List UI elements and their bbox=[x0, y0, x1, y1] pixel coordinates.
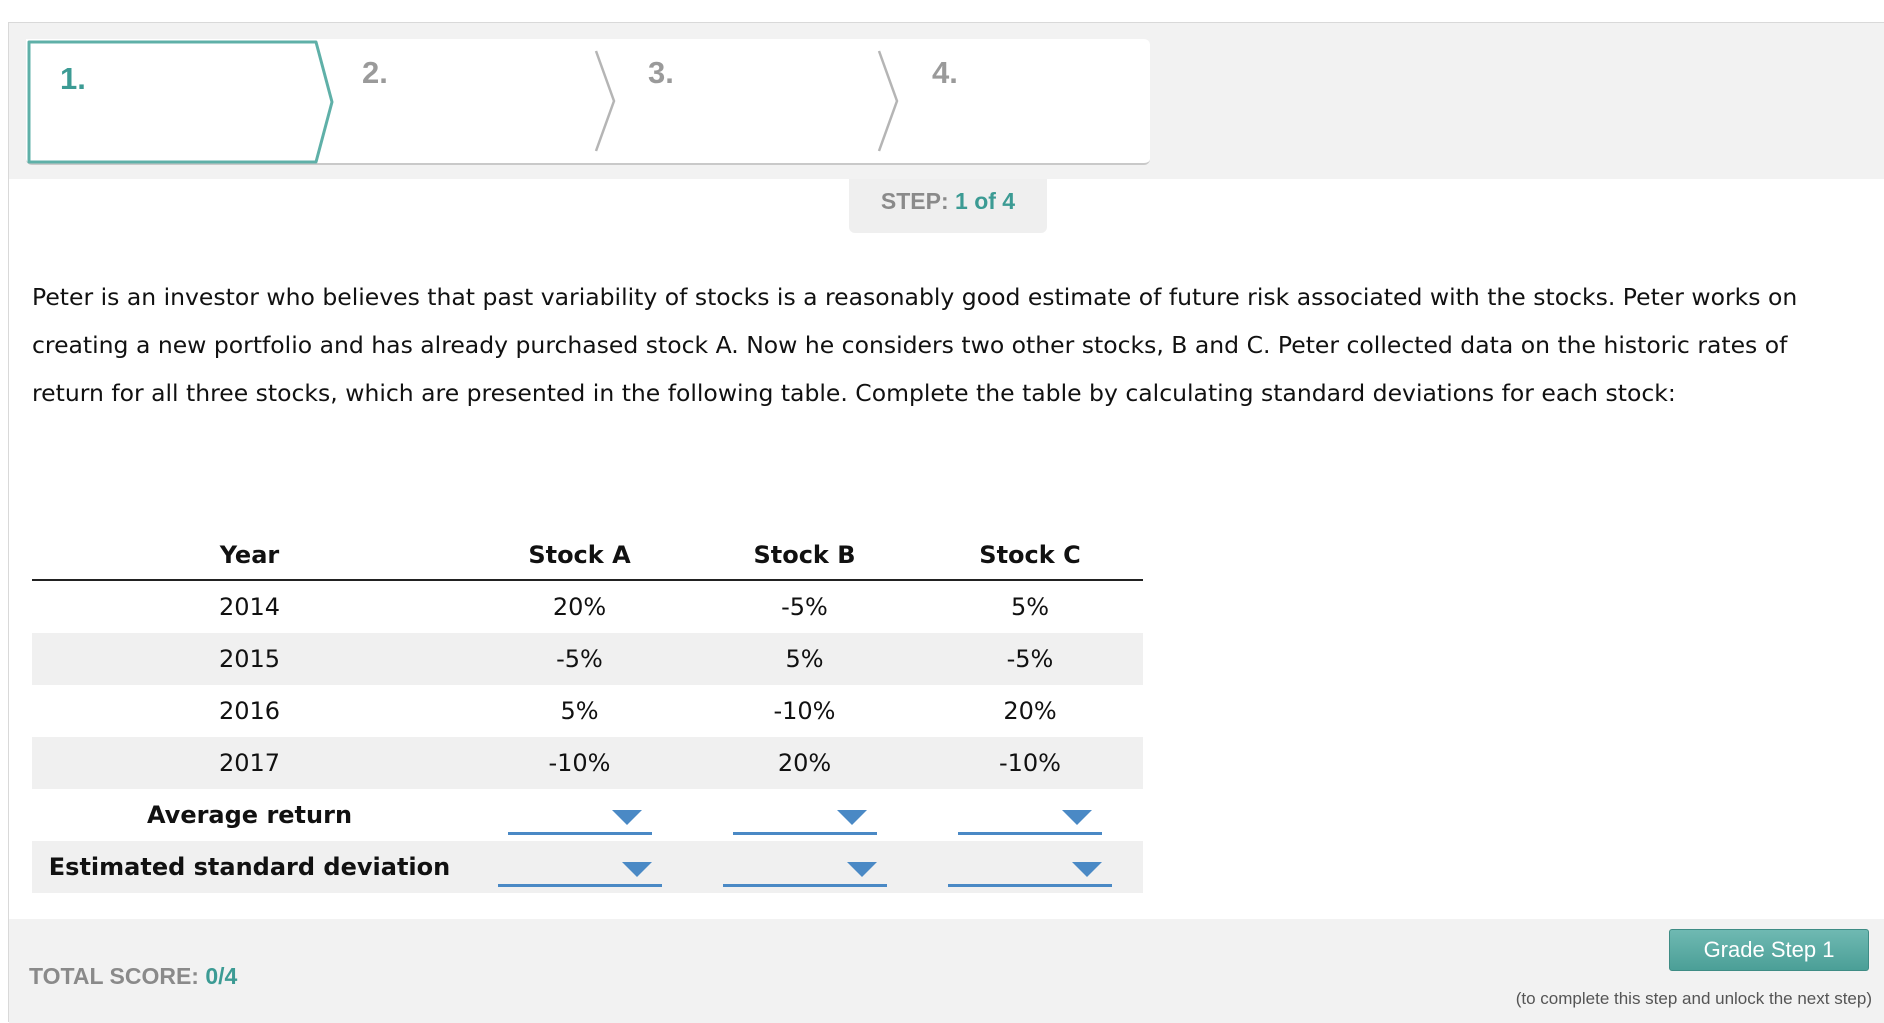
step-tab-4[interactable] bbox=[892, 39, 1150, 163]
table-row bbox=[32, 737, 1143, 789]
stock-c-cell: 20% bbox=[1003, 697, 1057, 725]
year-cell: 2016 bbox=[218, 697, 281, 725]
std-b-cell bbox=[692, 841, 917, 893]
step-indicator bbox=[849, 179, 1047, 233]
stock-b-cell: -10% bbox=[773, 697, 836, 725]
std-c-cell bbox=[917, 841, 1143, 893]
caret-down-icon bbox=[847, 862, 877, 877]
stock-a-cell: 20% bbox=[552, 593, 607, 621]
header-stock-b: Stock B bbox=[692, 531, 917, 580]
std-a-cell bbox=[467, 841, 692, 893]
stock-b-cell: 20% bbox=[692, 737, 917, 789]
step-tabs bbox=[26, 39, 1150, 165]
average-return-stock-b-dropdown[interactable] bbox=[733, 796, 877, 835]
std-deviation-stock-a-dropdown[interactable] bbox=[498, 848, 662, 887]
table-header-row bbox=[32, 531, 1143, 580]
step-2-label: 2. bbox=[362, 55, 388, 90]
table-row bbox=[32, 633, 1143, 685]
footer-bar bbox=[9, 919, 1884, 1023]
total-score-value: 0/4 bbox=[205, 963, 238, 989]
average-a-cell bbox=[467, 789, 692, 841]
step-tab-3[interactable] bbox=[610, 39, 892, 163]
average-return-stock-c-dropdown[interactable] bbox=[958, 796, 1102, 835]
stock-b-cell: -5% bbox=[781, 593, 828, 621]
average-return-stock-a-dropdown[interactable] bbox=[508, 796, 652, 835]
caret-down-icon bbox=[622, 862, 652, 877]
total-score-label: TOTAL SCORE: bbox=[29, 963, 199, 989]
year-cell: 2017 bbox=[32, 737, 467, 789]
question-text: Peter is an investor who believes that past variability of stocks is a reasonably good estimate of future risk associated with the stocks. Peter works on creating a new portfolio and has already purchased stock A. Now he considers two other stocks, B and C. Peter collected data on the historic rates of return for all three stocks, which are presented in the following table. Complete the table by calculating standard deviations for each stock: bbox=[32, 283, 1798, 407]
stock-a-cell: -5% bbox=[467, 633, 692, 685]
table-row bbox=[32, 580, 1143, 633]
problem-app bbox=[8, 22, 1884, 1022]
stock-a-cell: -10% bbox=[467, 737, 692, 789]
step-navigation-bar bbox=[9, 23, 1884, 179]
header-stock-c: Stock C bbox=[917, 531, 1143, 580]
stock-c-cell: -10% bbox=[917, 737, 1143, 789]
step-3-label: 3. bbox=[648, 55, 674, 90]
std-deviation-label: Estimated standard deviation bbox=[32, 841, 467, 893]
grade-step-hint: (to complete this step and unlock the next step) bbox=[1515, 989, 1872, 1008]
caret-down-icon bbox=[612, 810, 642, 825]
stock-c-cell: -5% bbox=[917, 633, 1143, 685]
year-cell: 2014 bbox=[218, 593, 281, 621]
active-step-outline bbox=[26, 39, 336, 165]
stock-b-cell: 5% bbox=[692, 633, 917, 685]
average-b-cell bbox=[692, 789, 917, 841]
average-c-cell bbox=[917, 789, 1143, 841]
total-score bbox=[29, 963, 237, 990]
std-deviation-stock-b-dropdown[interactable] bbox=[723, 848, 887, 887]
caret-down-icon bbox=[1062, 810, 1092, 825]
grade-step-button[interactable]: Grade Step 1 bbox=[1669, 929, 1869, 971]
caret-down-icon bbox=[1072, 862, 1102, 877]
step-4-label: 4. bbox=[932, 55, 958, 90]
step-tab-1[interactable] bbox=[26, 39, 336, 163]
returns-table bbox=[32, 531, 1143, 893]
caret-down-icon bbox=[837, 810, 867, 825]
header-year: Year bbox=[32, 531, 467, 580]
step-1-label: 1. bbox=[60, 61, 86, 96]
step-indicator-value: 1 of 4 bbox=[955, 188, 1016, 214]
std-deviation-row bbox=[32, 841, 1143, 893]
year-cell: 2015 bbox=[32, 633, 467, 685]
std-deviation-stock-c-dropdown[interactable] bbox=[948, 848, 1112, 887]
average-return-row bbox=[32, 789, 1143, 841]
stock-c-cell: 5% bbox=[1010, 593, 1050, 621]
step-indicator-prefix: STEP: bbox=[880, 188, 949, 214]
step-tab-2[interactable] bbox=[328, 39, 610, 163]
stock-a-cell: 5% bbox=[560, 697, 599, 725]
average-return-label: Average return bbox=[146, 801, 353, 829]
table-row bbox=[32, 685, 1143, 737]
header-stock-a: Stock A bbox=[467, 531, 692, 580]
